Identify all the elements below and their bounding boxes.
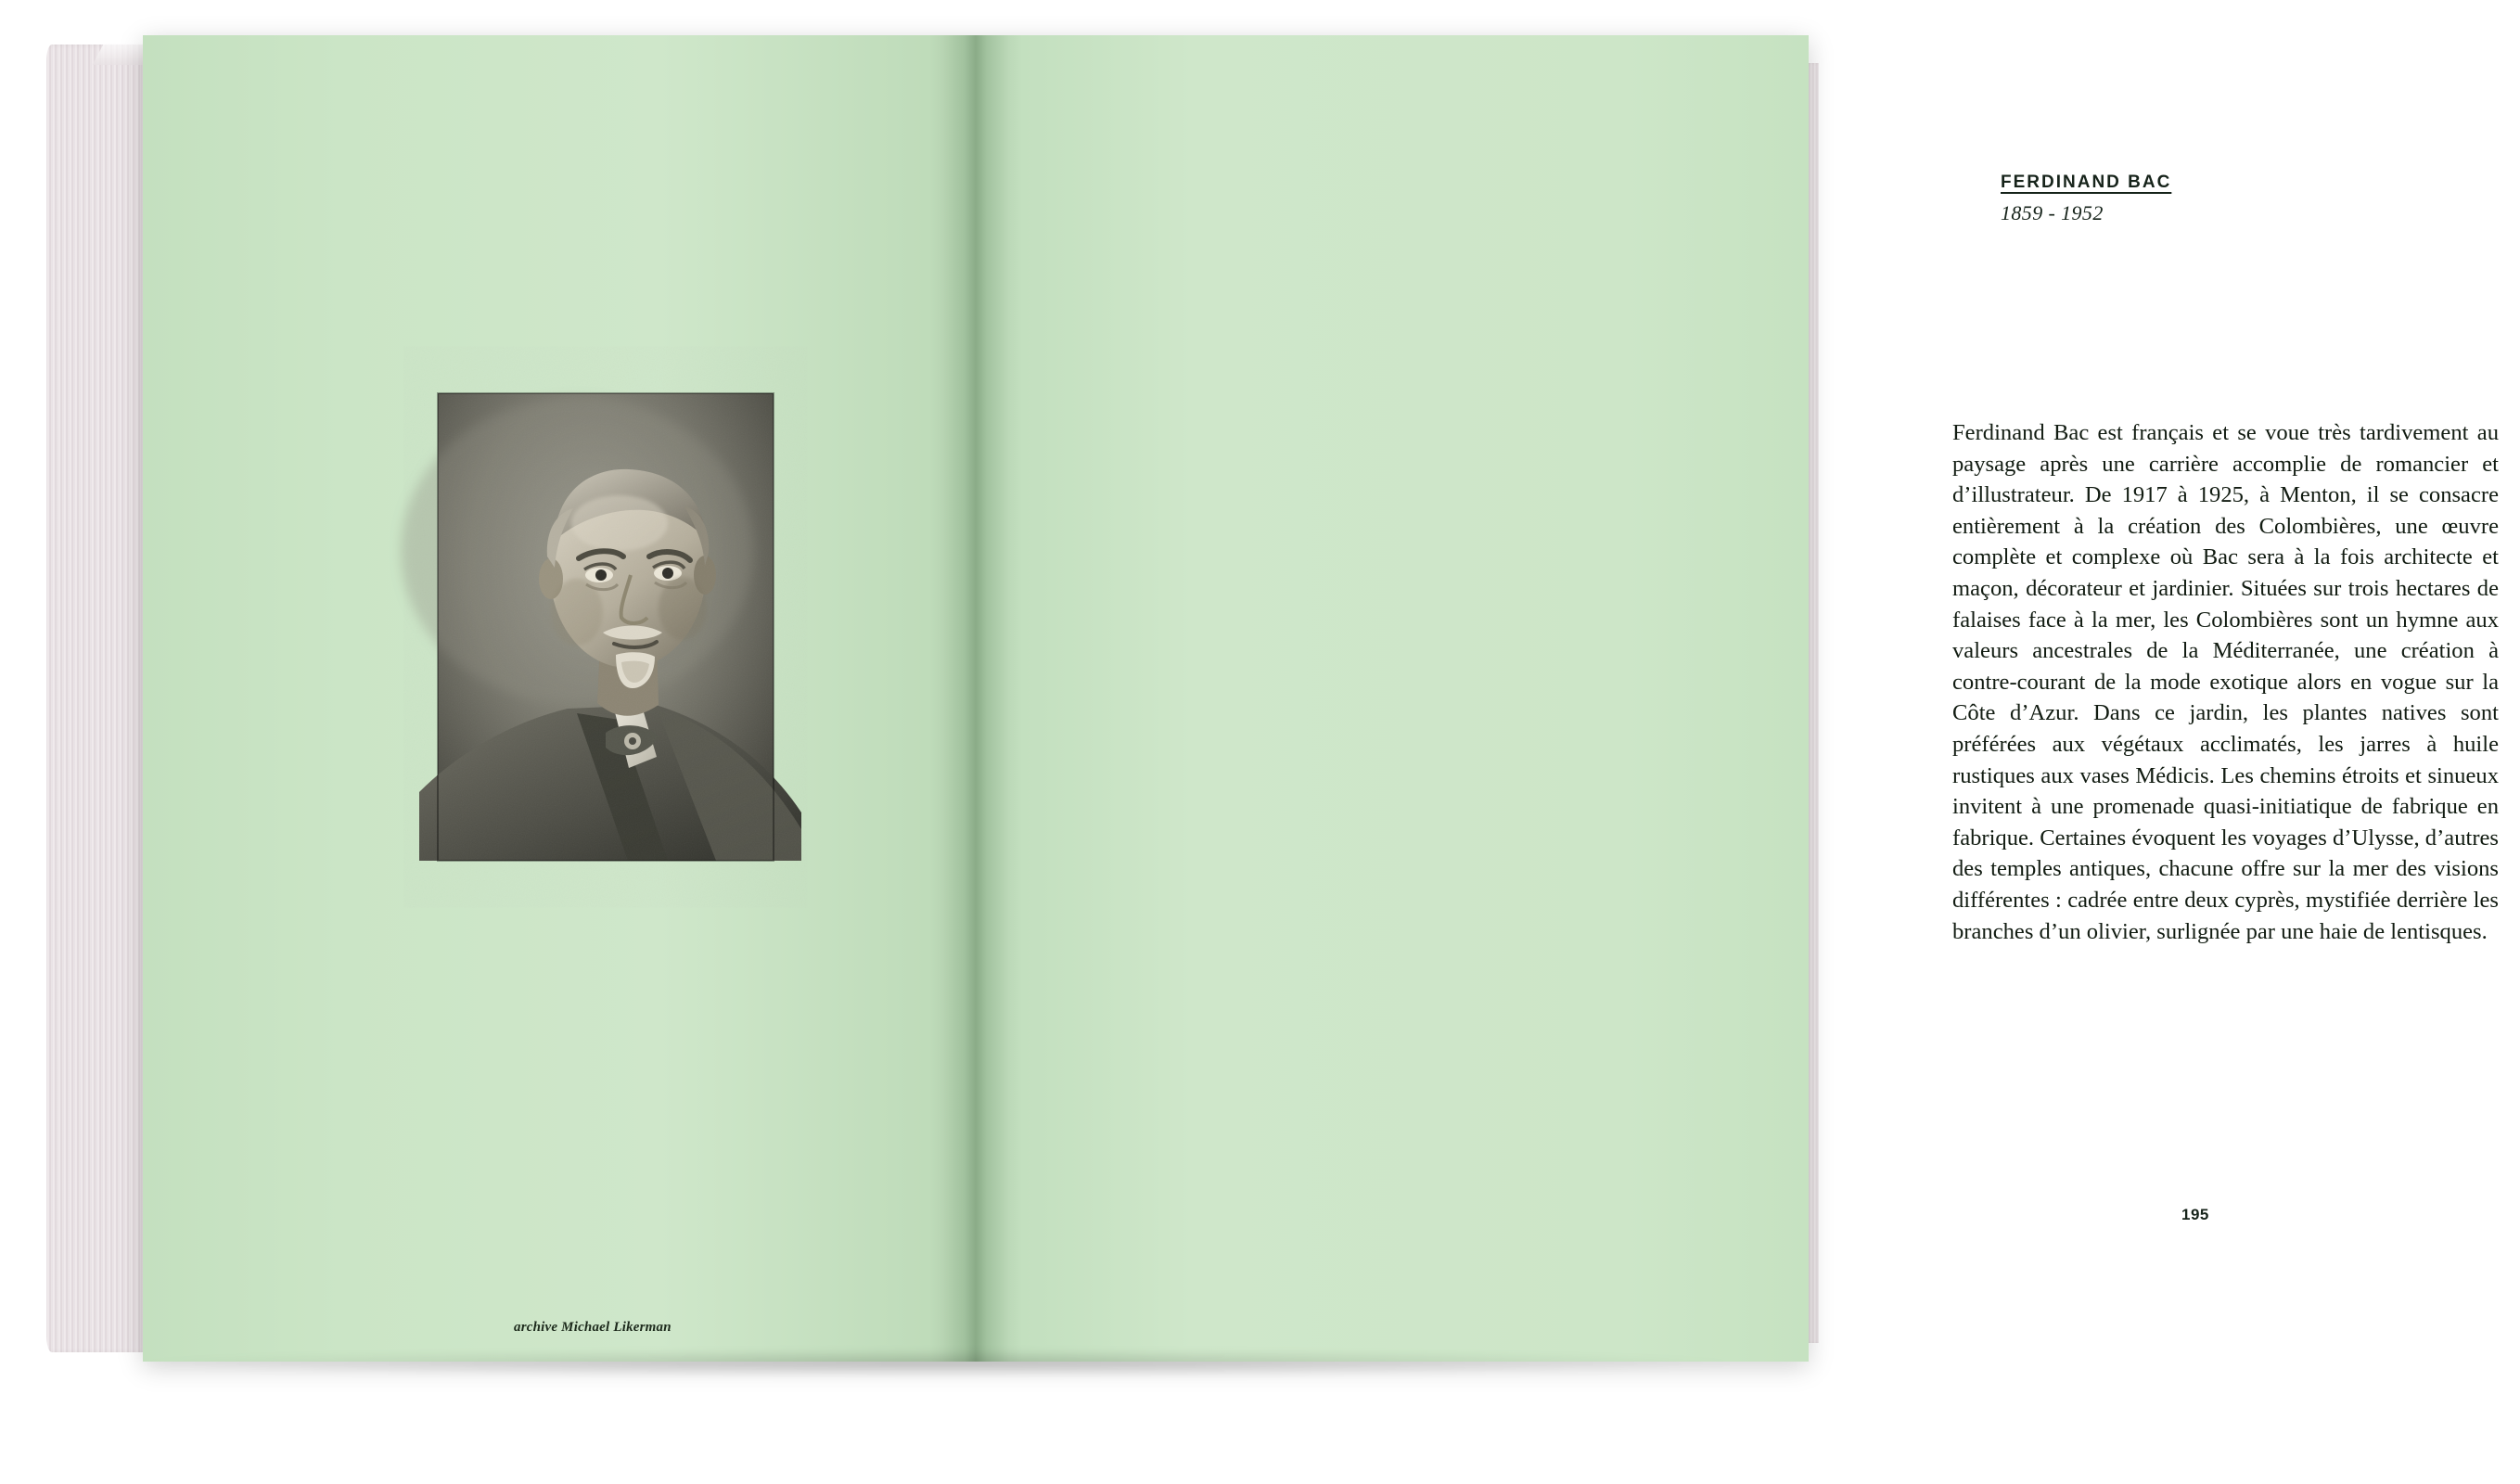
- photo-credit: archive Michael Likerman: [514, 1320, 672, 1335]
- page-title: FERDINAND BAC: [2001, 173, 2172, 192]
- life-dates: 1859 - 1952: [2001, 201, 2104, 224]
- open-book: [46, 35, 2499, 1362]
- book-drop-shadow: [111, 1350, 1762, 1377]
- portrait-photo: [438, 393, 774, 861]
- page-block-edges-left: [46, 45, 147, 1352]
- book-spread: [143, 35, 2499, 1362]
- page-number: 195: [2181, 1206, 2209, 1223]
- left-page: [143, 35, 976, 1362]
- entry-heading: [2001, 173, 2520, 225]
- body-text: Ferdinand Bac est français et se voue très tardivement au paysage après une carrière accomplie de romancier et d’illustrateur. De 1917 à 1925, à Menton, il se consacre entièrement à la création des Colombières, une œuvre complète et complexe où Bac sera à la fois architecte et maçon, décorateur et jardinier. Situées sur trois hectares de falaises face à la mer, les Colombières sont un hymne aux valeurs ancestrales de la Méditerranée, une création à contre-courant de la mode exotique alors en vogue sur la Côte d’Azur. Dans ce jardin, les plantes natives sont préférées aux végétaux acclimatés, les jarres à huile rustiques aux vases Médicis. Les chemins étroits et sinueux invitent à une promenade quasi-initiatique de fabrique en fabrique. Certaines évoquent les voyages d’Ulysse, d’autres des temples antiques, chacune offre sur la mer des visions différentes : cadrée entre deux cyprès, mystifiée derrière les branches d’un olivier, surlignée par une haie de lentisques.: [1952, 420, 2499, 944]
- right-page: [976, 35, 2499, 1362]
